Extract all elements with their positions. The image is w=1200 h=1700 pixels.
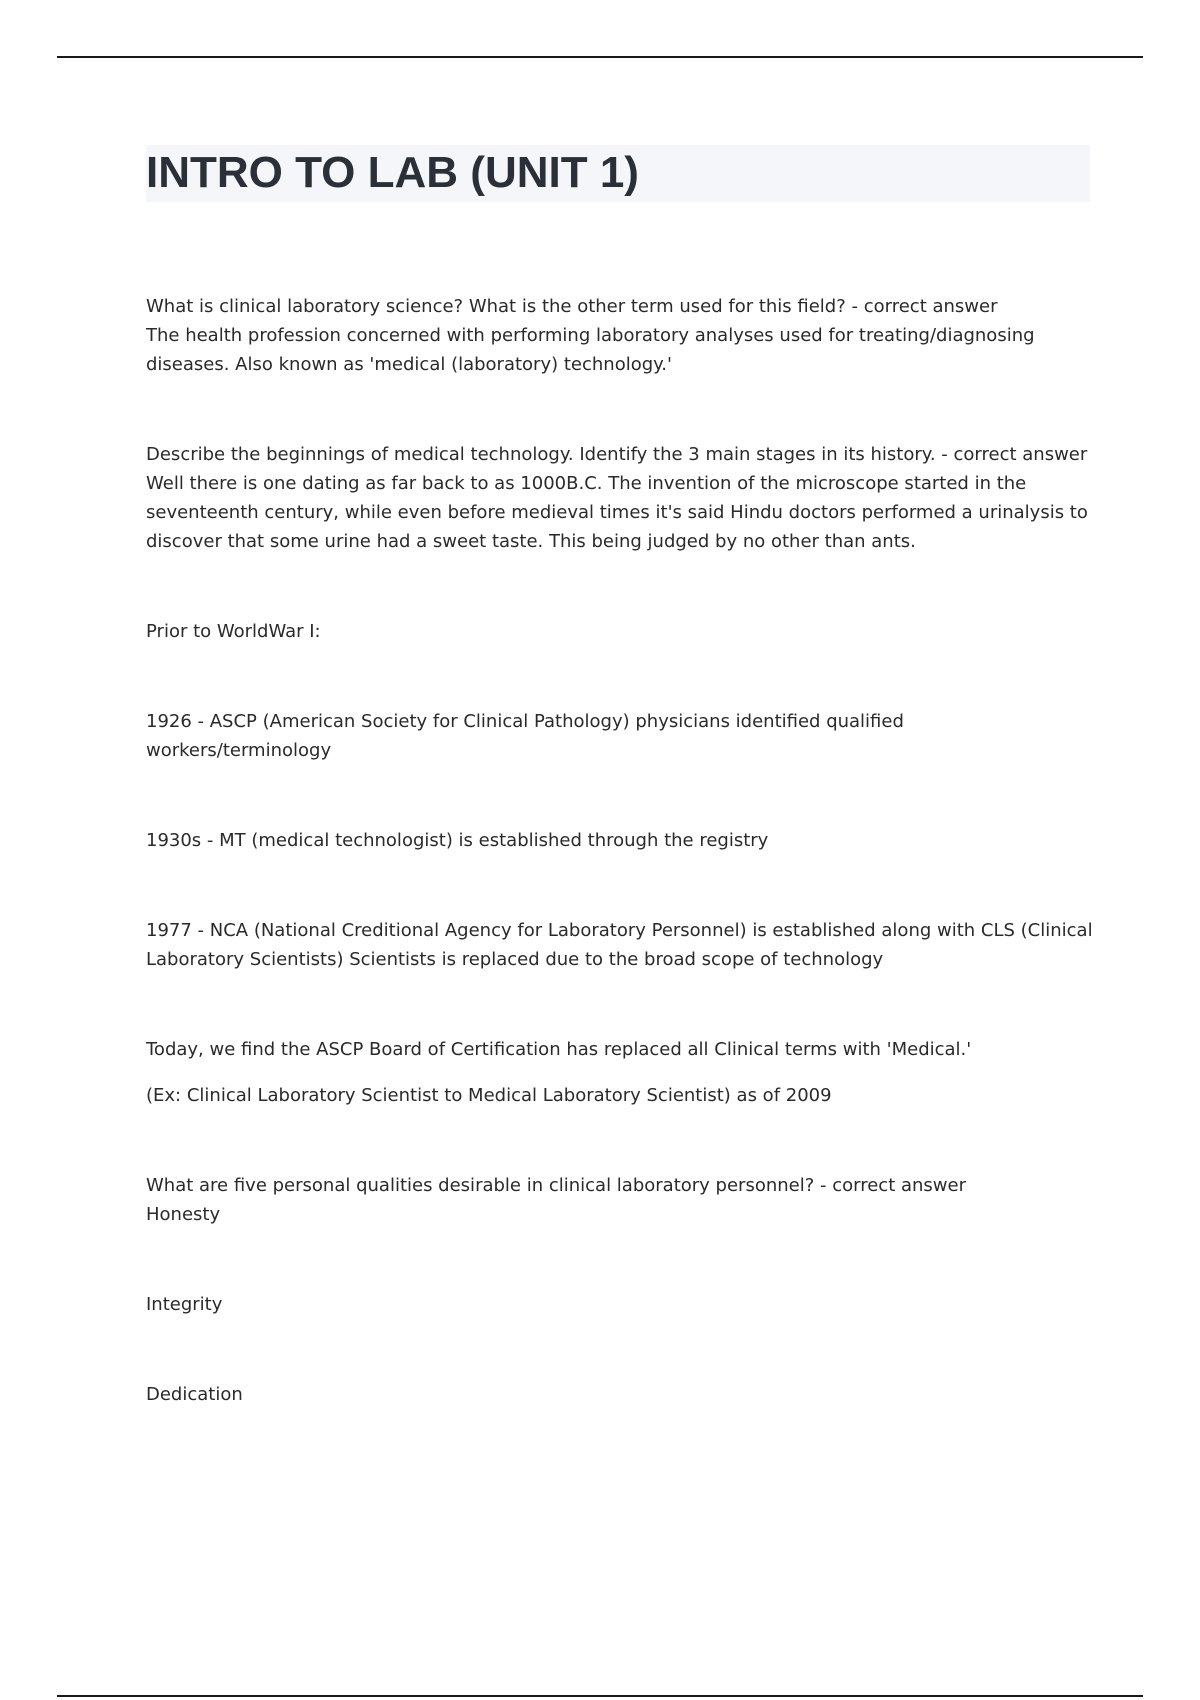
history-example-2009: (Ex: Clinical Laboratory Scientist to Medical Laboratory Scientist) as of 2009 xyxy=(146,1085,832,1106)
history-1977: 1977 - NCA (National Creditional Agency for Laboratory Personnel) is established along with CLS (Clinical Laboratory Scientists) Scientists is replaced due to the broad scope of technology xyxy=(146,920,1093,970)
qa-personal-qualities: What are five personal qualities desirable in clinical laboratory personnel? - correct answer Honesty xyxy=(146,1175,966,1225)
history-prior-wwi: Prior to WorldWar I: xyxy=(146,621,321,642)
bottom-rule xyxy=(57,1695,1143,1697)
qa-clinical-lab-science: What is clinical laboratory science? What is the other term used for this field? - correct answer The health profession concerned with performing laboratory analyses used for treating/diagnosing diseases. Also known as 'medical (laboratory) technology.' xyxy=(146,296,1035,375)
quality-dedication: Dedication xyxy=(146,1384,243,1405)
history-1926: 1926 - ASCP (American Society for Clinical Pathology) physicians identified qualified workers/terminology xyxy=(146,711,904,761)
history-today: Today, we find the ASCP Board of Certification has replaced all Clinical terms with 'Medical.' xyxy=(146,1039,972,1060)
history-1930s: 1930s - MT (medical technologist) is established through the registry xyxy=(146,830,769,851)
page-title: INTRO TO LAB (UNIT 1) xyxy=(146,148,639,197)
top-rule xyxy=(57,56,1143,58)
quality-integrity: Integrity xyxy=(146,1294,223,1315)
qa-beginnings-med-tech: Describe the beginnings of medical technology. Identify the 3 main stages in its history. - correct answer Well there is one dating as far back to as 1000B.C. The invention of the microscope started in the seventeenth century, while even before medieval times it's said Hindu doctors performed a urinalysis to discover that some urine had a sweet taste. This being judged by no other than ants. xyxy=(146,444,1088,552)
document-body xyxy=(146,292,1106,1409)
